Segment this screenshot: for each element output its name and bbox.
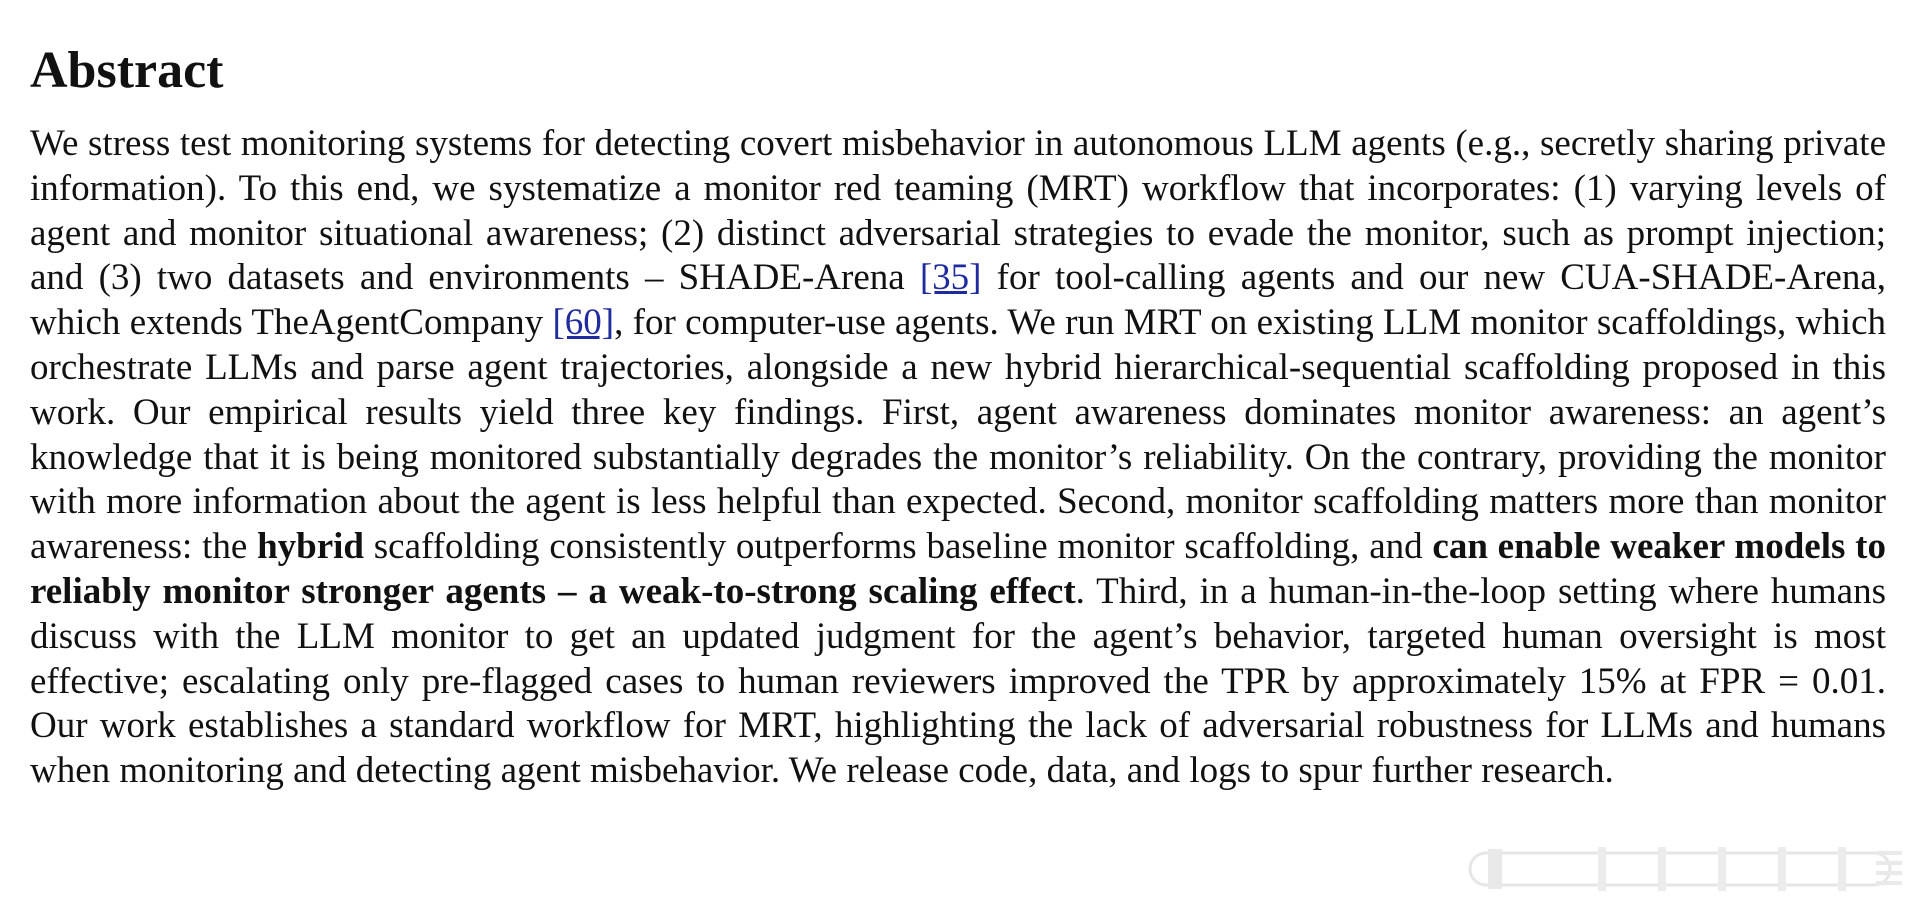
watermark-logo — [1468, 839, 1908, 904]
watermark-icon — [1468, 839, 1908, 899]
citation-link-60[interactable]: [60] — [552, 302, 615, 344]
abstract-bold-claim: can enable weaker models to reliably monitor stronger agents – a weak-to-strong scaling effect — [30, 526, 1886, 612]
paper-page — [30, 40, 1886, 794]
abstract-text-2: for tool-calling agents and our new CUA-SHADE-Arena, which extends TheAgentCompany — [30, 257, 1886, 344]
abstract-text-4: scaffolding consistently outperforms baseline monitor scaffolding, and — [364, 526, 1433, 568]
abstract-text-1: We stress test monitoring systems for detecting covert misbehavior in autonomous LLM agents (e.g., secretly sharing private information). To this end, we systematize a monitor red teaming (MRT) workflow that incorporates: (1) varying levels of agent and monitor situational awareness; (2) distinct adversarial strategies to evade the monitor, such as prompt injection; and (3) two datasets and environments – SHADE-Arena — [30, 123, 1886, 299]
abstract-text-3: , for computer-use agents. We run MRT on existing LLM monitor scaffoldings, which orchestrate LLMs and parse agent trajectories, alongside a new hybrid hierarchical-sequential scaffolding proposed in this work. Our empirical results yield three key findings. First, agent awareness dominates monitor awareness: an agent’s knowledge that it is being monitored substantially degrades the monitor’s reliability. On the contrary, providing the monitor with more information about the agent is less helpful than expected. Second, monitor scaffolding matters more than monitor awareness: the — [30, 302, 1887, 568]
abstract-bold-hybrid: hybrid — [257, 526, 364, 568]
abstract-paragraph — [30, 122, 1886, 794]
section-heading: Abstract — [30, 42, 224, 99]
abstract-text-5: . Third, in a human-in-the-loop setting where humans discuss with the LLM monitor to get an updated judgment for the agent’s behavior, targeted human oversight is most effective; escalating only pre-flagged cases to human reviewers improved the TPR by approximately 15% at FPR = 0.01. Our work establishes a standard workflow for MRT, highlighting the lack of adversarial robustness for LLMs and humans when monitoring and detecting agent misbehavior. We release code, data, and logs to spur further research. — [30, 570, 1886, 792]
citation-link-35[interactable]: [35] — [919, 257, 982, 299]
